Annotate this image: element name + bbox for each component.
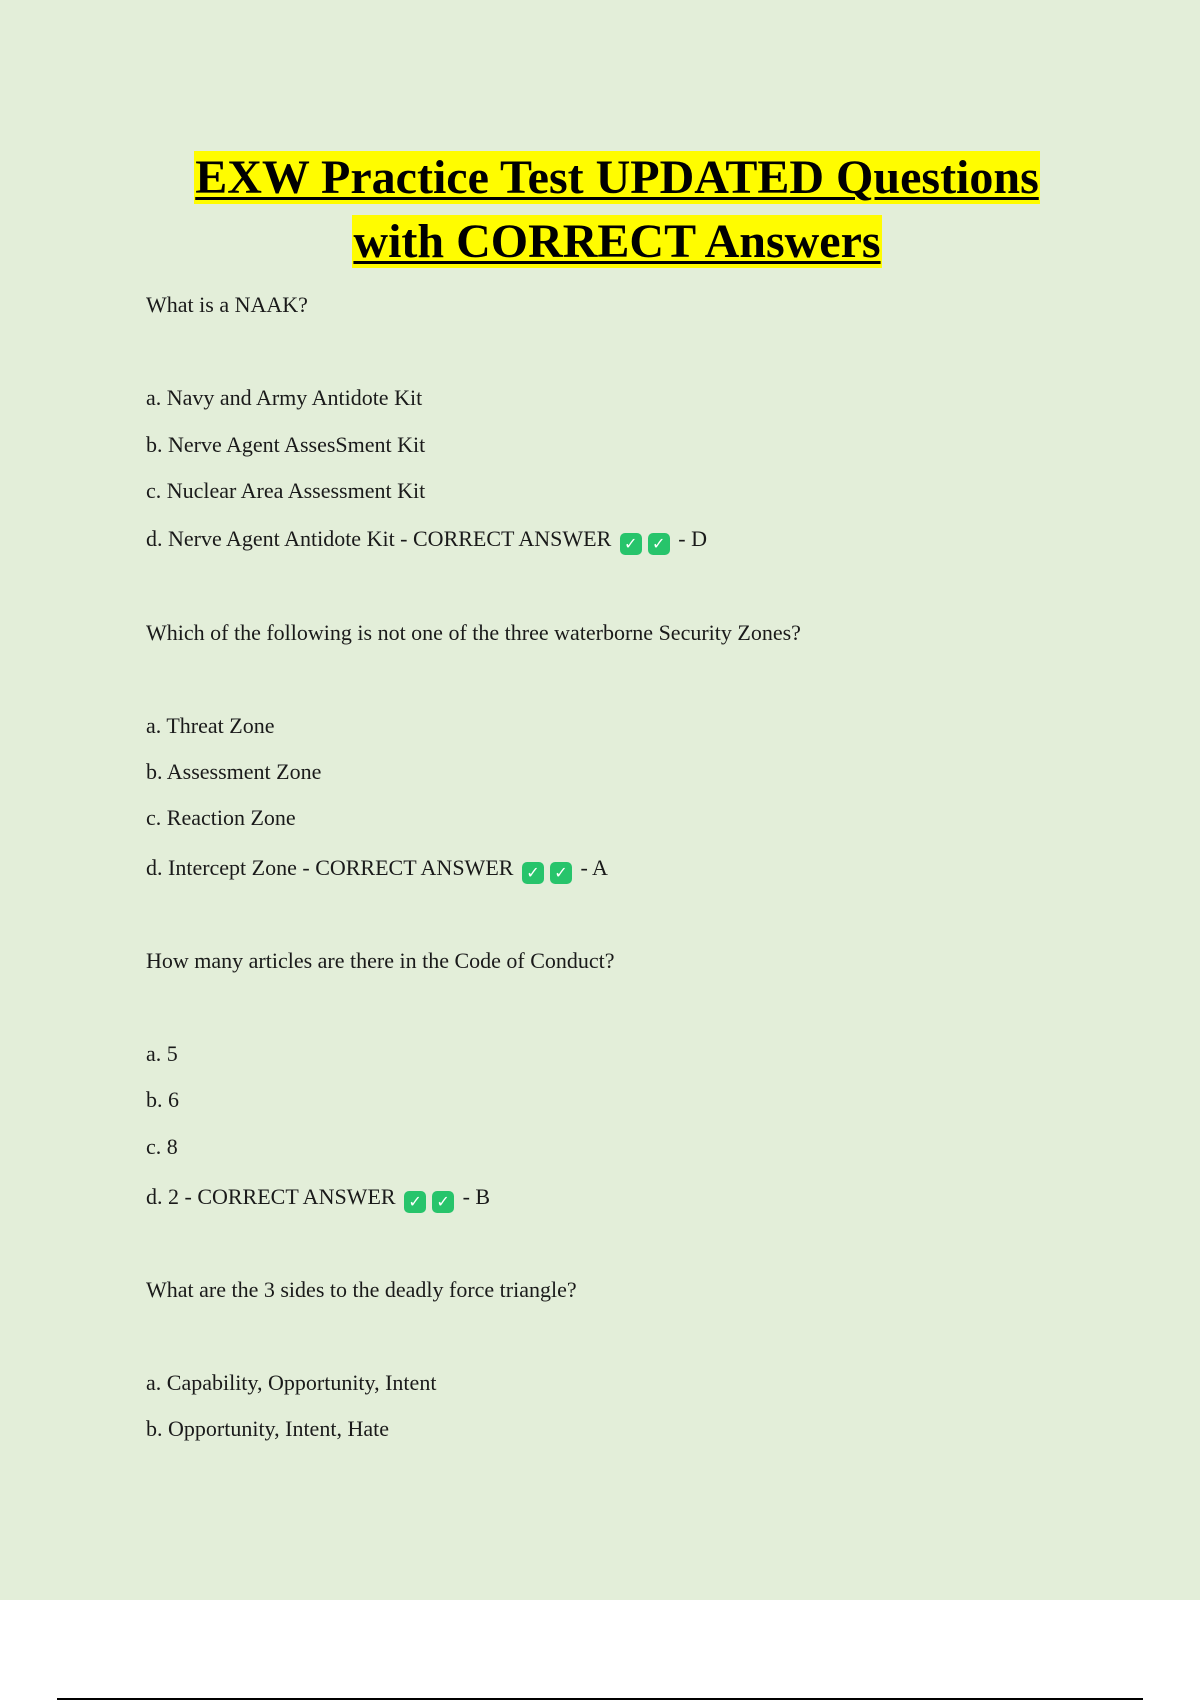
- title-line-1: EXW Practice Test UPDATED Questions: [195, 151, 1039, 204]
- check-mark-icon: ✓: [550, 862, 572, 884]
- question-2-text: Which of the following is not one of the three waterborne Security Zones?: [146, 620, 801, 645]
- question-1-option-b: b. Nerve Agent AssesSment Kit: [146, 432, 426, 457]
- check-mark-icon: ✓: [648, 533, 670, 555]
- question-3-text: How many articles are there in the Code of Conduct?: [146, 948, 615, 973]
- title-line-2: with CORRECT Answers: [353, 215, 881, 268]
- question-4-option-a: a. Capability, Opportunity, Intent: [146, 1370, 437, 1395]
- check-mark-icon: ✓: [404, 1191, 426, 1213]
- answer-letter: - D: [678, 526, 707, 551]
- answer-text: d. 2 - CORRECT ANSWER: [146, 1184, 396, 1209]
- question-3-option-a: a. 5: [146, 1041, 178, 1066]
- question-2-answer: [146, 853, 608, 884]
- check-mark-icon: ✓: [522, 862, 544, 884]
- question-1-option-a: a. Navy and Army Antidote Kit: [146, 385, 423, 410]
- question-3-option-b: b. 6: [146, 1087, 179, 1112]
- question-4-text: What are the 3 sides to the deadly force triangle?: [146, 1277, 577, 1302]
- question-2-option-b: b. Assessment Zone: [146, 759, 322, 784]
- document-title: [0, 146, 1200, 274]
- question-4-option-b: b. Opportunity, Intent, Hate: [146, 1416, 389, 1441]
- question-3-option-c: c. 8: [146, 1134, 178, 1159]
- question-1-option-c: c. Nuclear Area Assessment Kit: [146, 478, 426, 503]
- question-3-answer: [146, 1182, 490, 1213]
- question-1-text: What is a NAAK?: [146, 292, 308, 317]
- check-mark-icon: ✓: [432, 1191, 454, 1213]
- question-2-option-a: a. Threat Zone: [146, 713, 275, 738]
- check-mark-icon: ✓: [620, 533, 642, 555]
- answer-text: d. Nerve Agent Antidote Kit - CORRECT ANSWER: [146, 526, 612, 551]
- question-2-option-c: c. Reaction Zone: [146, 805, 296, 830]
- answer-letter: - B: [462, 1184, 491, 1209]
- answer-text: d. Intercept Zone - CORRECT ANSWER: [146, 855, 514, 880]
- answer-letter: - A: [580, 855, 608, 880]
- question-1-answer: [146, 524, 707, 555]
